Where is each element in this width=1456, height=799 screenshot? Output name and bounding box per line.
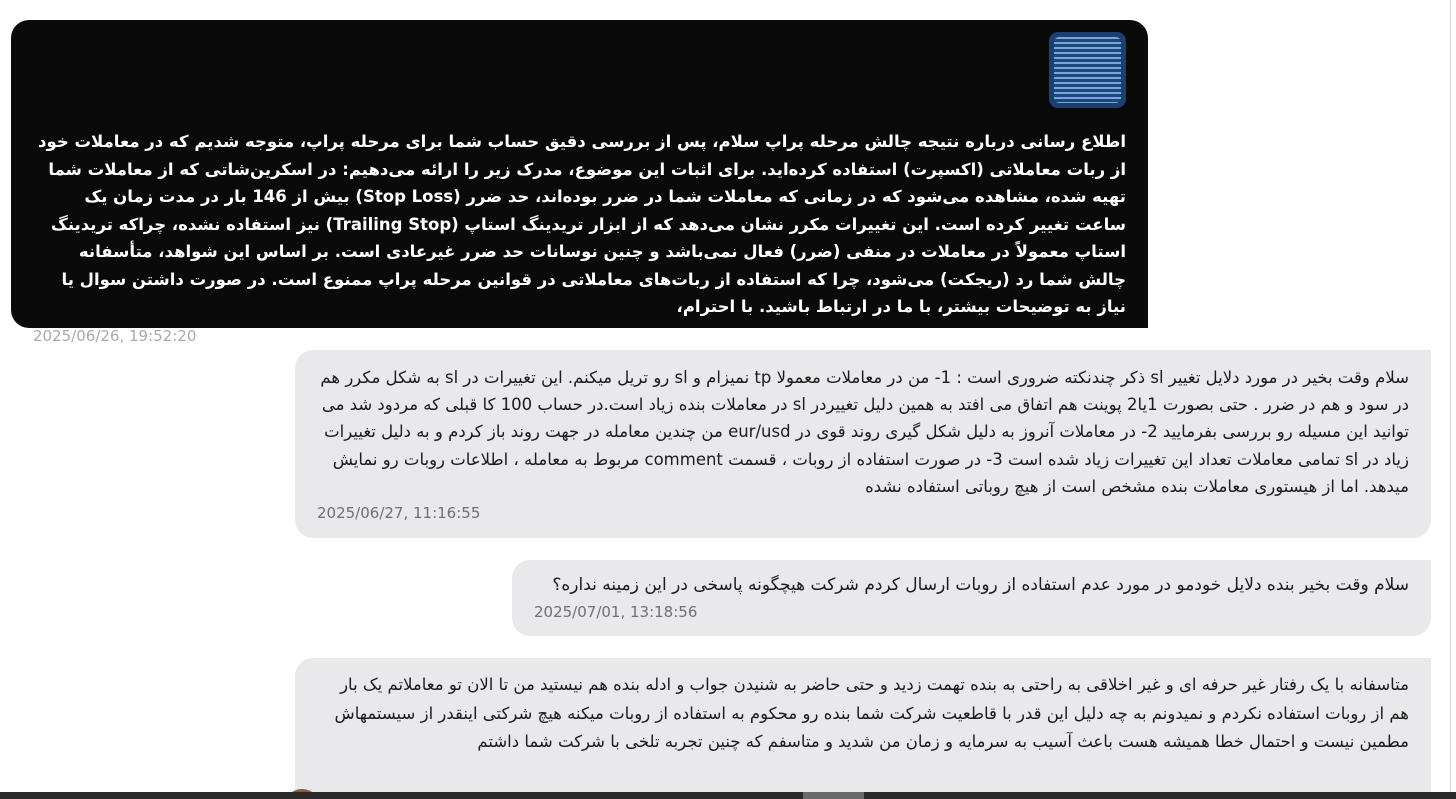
message-text: سلام وقت بخیر بنده دلایل خودمو در مورد عدم استفاده از روبات ارسال کردم شرکت هیچگونه پاسخی در این زمینه نداره؟: [552, 575, 1409, 595]
scroll-edge-divider: [1450, 0, 1451, 799]
message-bubble-user: [295, 658, 1431, 799]
scrollbar-thumb[interactable]: [803, 792, 864, 799]
message-timestamp: 2025/07/01, 13:18:56: [534, 603, 698, 622]
message-timestamp: 2025/06/27, 11:16:55: [317, 504, 481, 523]
message-bubble-user: [295, 350, 1431, 538]
message-text: متاسفانه با یک رفتار غیر حرفه ای و غیر اخلاقی به راحتی به بنده تهمت زدید و حتی حاضر به شنیدن جواب و ادله بنده هم نیستید من تا الان تو معاملاتم یک بار هم از روبات استفاده نکردم و نمیدونم به چه دلیل این قدر با قاطعیت شرکت شما بنده رو محکوم به استفاده از روبات میکنه هیچ شرکتی اینقدر از سیستمهاش مطمین نیست و احتمال خطا همیشه هست باعث آسیب به سرمایه و زمان من شدید و متاسفم که چنین تجربه تلخی با شرکت شما داشتم: [334, 675, 1409, 751]
message-text: سلام وقت بخیر در مورد دلایل تغییر sl ذکر چندنکته ضروری است : 1- من در معاملات معمولا tp نمیزام و sl رو تریل میکنم. این تغییرات در sl به شکل مکرر هم در سود و هم در ضرر . حتی بصورت 1یا2 پوینت هم اتفاق می افتد به همین دلیل تغییردر sl در معاملات بنده زیاد است.در حساب 100 کا قبلی که مردود شد می توانید این مسیله رو بررسی بفرمایید 2- در معاملات آنروز به دلیل شکل گیری روند قوی در eur/usd من چندین معامله در جهت روند باز کردم و به دلیل تغییرات زیاد در sl تمامی معاملات تعداد این تغییرات زیاد شده است 3- در صورت استفاده از روبات ، قسمت comment مربوط به معامله ، اطلاعات روبات رو نمایش میدهد. اما از هیستوری معاملات بنده مشخص است از هیچ روباتی استفاده نشده: [320, 368, 1409, 496]
message-text: اطلاع رسانی درباره نتیجه چالش مرحله پراپ سلام، پس از بررسی دقیق حساب شما برای مرحله پراپ، متوجه شدیم که در معاملات خود از ربات معاملاتی (اکسپرت) استفاده کرده‌اید. برای اثبات این موضوع، مدرک زیر را ارائه می‌دهیم: در اسکرین‌شاتی که از معاملات شما تهیه شده، مشاهده می‌شود که در زمانی که معاملات شما در ضرر بوده‌اند، حد ضرر (Stop Loss) بیش از 146 بار در مدت زمان یک ساعت تغییر کرده است. این تغییرات مکرر نشان می‌دهد که از ابزار تریدینگ استاپ (Trailing Stop) نیز استفاده نشده، چراکه تریدینگ استاپ معمولاً در معاملات در منفی (ضرر) فعال نمی‌باشد و چنین نوسانات حد ضرر غیرعادی است. بر اساس این شواهد، متأسفانه چالش شما رد (ریجکت) می‌شود، چرا که استفاده از ربات‌های معاملاتی در قوانین مرحله پراپ ممنوع است. در صورت داشتن سوال یا نیاز به توضیحات بیشتر، با ما در ارتباط باشید. با احترام،: [38, 132, 1126, 316]
message-timestamp: 2025/06/26, 19:52:20: [33, 326, 197, 345]
message-bubble-agent: [11, 20, 1148, 345]
image-thumbnail-icon[interactable]: [1049, 32, 1126, 108]
message-bubble-user: [512, 560, 1431, 636]
attachment-preview: [1054, 37, 1121, 103]
horizontal-scrollbar[interactable]: [0, 792, 1456, 799]
